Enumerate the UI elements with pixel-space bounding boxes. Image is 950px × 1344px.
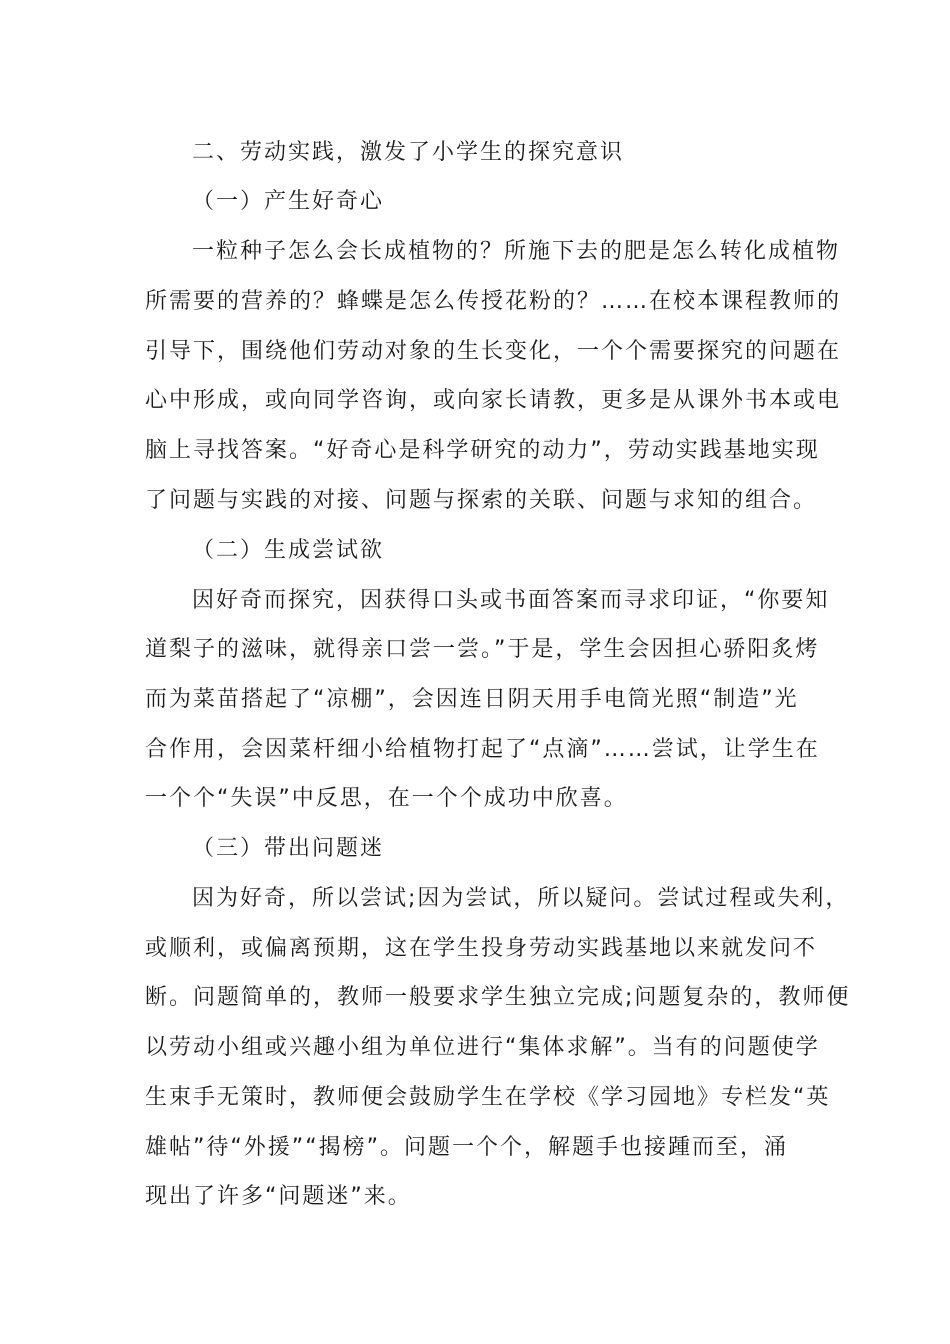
subsection-heading-2: （二）生成尝试欲 [192, 538, 385, 563]
paragraph-3-line-3: 断。问题简单的，教师一般要求学生独立完成;问题复杂的，教师便 [145, 985, 851, 1010]
paragraph-3-line-1: 因为好奇，所以尝试;因为尝试，所以疑问。尝试过程或失利， [192, 886, 850, 911]
paragraph-1-line-1: 一粒种子怎么会长成植物的？所施下去的肥是怎么转化成植物 [192, 239, 841, 264]
paragraph-2-line-2: 道梨子的滋味，就得亲口尝一尝。”于是，学生会因担心骄阳炙烤 [145, 637, 820, 662]
paragraph-2-line-1: 因好奇而探究，因获得口头或书面答案而寻求印证，“你要知 [192, 588, 830, 613]
paragraph-2-line-5: 一个个“失误”中反思，在一个个成功中欣喜。 [145, 786, 628, 811]
paragraph-3-line-7: 现出了许多“问题迷”来。 [145, 1184, 412, 1209]
subsection-heading-3: （三）带出问题迷 [192, 836, 385, 861]
paragraph-1-line-5: 脑上寻找答案。“好奇心是科学研究的动力”，劳动实践基地实现 [145, 438, 820, 463]
section-heading: 二、劳动实践，激发了小学生的探究意识 [192, 140, 625, 165]
paragraph-1-line-4: 心中形成，或向同学咨询，或向家长请教，更多是从课外书本或电 [145, 388, 842, 413]
paragraph-3-line-2: 或顺利，或偏离预期，这在学生投身劳动实践基地以来就发问不 [145, 936, 818, 961]
paragraph-3-line-6: 雄帖”待“外援”“揭榜”。问题一个个，解题手也接踵而至，涌 [145, 1135, 788, 1160]
paragraph-2-line-3: 而为菜苗搭起了“凉棚”，会因连日阴天用手电筒光照“制造”光 [145, 687, 799, 712]
paragraph-3-line-5: 生束手无策时，教师便会鼓励学生在学校《学习园地》专栏发“英 [145, 1085, 831, 1110]
subsection-heading-1: （一）产生好奇心 [192, 189, 385, 214]
paragraph-2-line-4: 合作用，会因菜杆细小给植物打起了“点滴”……尝试，让学生在 [145, 737, 820, 762]
paragraph-1-line-3: 引导下，围绕他们劳动对象的生长变化，一个个需要探究的问题在 [145, 339, 842, 364]
paragraph-1-line-6: 了问题与实践的对接、问题与探索的关联、问题与求知的组合。 [145, 488, 818, 513]
paragraph-1-line-2: 所需要的营养的？蜂蝶是怎么传授花粉的？……在校本课程教师的 [145, 289, 842, 314]
paragraph-3-line-4: 以劳动小组或兴趣小组为单位进行“集体求解”。当有的问题使学 [145, 1035, 820, 1060]
